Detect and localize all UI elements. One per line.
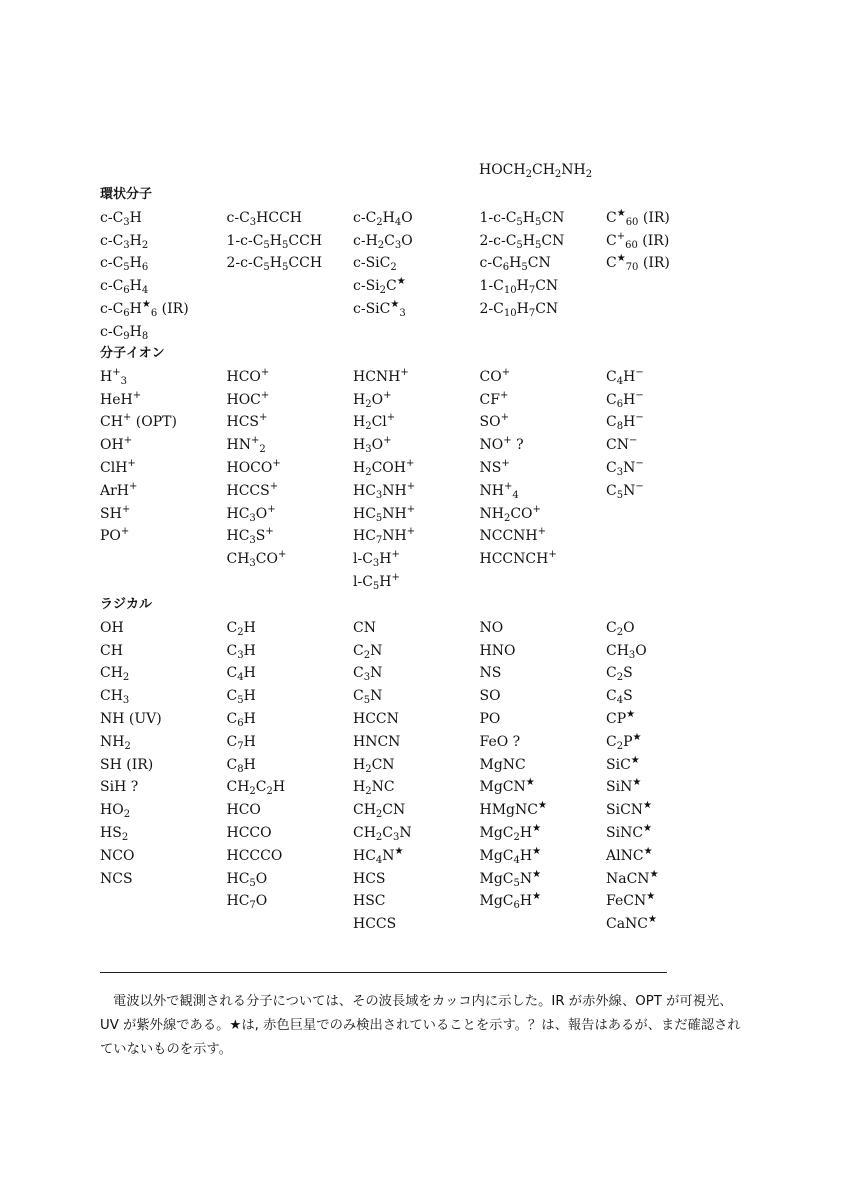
molecule-entry: $C_2S$ bbox=[606, 665, 633, 684]
molecule-entry: $CH_2C_2H$ bbox=[226, 779, 286, 798]
empty-cell bbox=[480, 571, 607, 594]
molecule-entry: CaNC★ bbox=[606, 914, 657, 933]
molecule-entry: HCO bbox=[226, 802, 261, 819]
footnote: 電波以外で観測される分子については、その波長域をカッコ内に示した。IR が赤外線、OPT が可視光、UV が紫外線である。★は, 赤色巨星でのみ検出されていることを示す。？は、報告はあるが、まだ確認されていないものを示す。 bbox=[100, 994, 741, 1057]
molecule-entry: PO+ bbox=[100, 526, 130, 545]
molecule-entry: $H_3O^+$ bbox=[353, 435, 392, 456]
molecule-entry: $HC_4N^★$ bbox=[353, 845, 404, 866]
empty-cell bbox=[227, 913, 354, 936]
molecule-entry: NS+ bbox=[479, 457, 510, 476]
molecule-entry: $C_5H$ bbox=[226, 688, 256, 707]
molecule-entry: $C_7H$ bbox=[226, 733, 256, 752]
molecule-entry: $HC_7NH^+$ bbox=[353, 526, 416, 547]
molecule-entry: $c-C_3HCCH$ bbox=[226, 209, 303, 228]
molecule-entry: $2-c-C_5H_5CN$ bbox=[479, 232, 565, 251]
molecule-entry: $NH_2$ bbox=[100, 733, 131, 752]
molecule-entry: HCCS+ bbox=[226, 480, 279, 499]
molecule-entry: $HC_3O^+$ bbox=[226, 503, 276, 524]
molecule-entry: $1-c-C_5H_5CCH$ bbox=[226, 232, 323, 251]
molecule-entry: HOC+ bbox=[226, 389, 270, 408]
molecule-entry: CH bbox=[100, 642, 123, 659]
molecule-entry: $C_2O$ bbox=[606, 619, 635, 638]
molecule-entry: $C_3N$ bbox=[353, 665, 383, 684]
molecule-entry: $c-C_6H_4$ bbox=[100, 278, 149, 297]
molecule-entry: HCO+ bbox=[226, 366, 270, 385]
section bbox=[100, 343, 733, 594]
empty-cell bbox=[606, 321, 733, 344]
molecule-entry: OH+ bbox=[100, 435, 133, 454]
molecule-entry: HMgNC★ bbox=[479, 800, 547, 819]
molecule-entry: $HC_3S^+$ bbox=[226, 526, 274, 547]
molecule-entry: HeH+ bbox=[100, 389, 142, 408]
molecule-entry: $c-C_3H_2$ bbox=[100, 232, 149, 251]
molecule-entry: HCCO bbox=[226, 824, 272, 841]
molecule-entry: CH+ (OPT) bbox=[100, 412, 177, 431]
molecule-entry: $NH_2CO^+$ bbox=[479, 503, 541, 524]
empty-cell bbox=[606, 275, 733, 298]
empty-cell bbox=[480, 913, 607, 936]
molecule-entry: $c-C_2H_4O$ bbox=[353, 209, 413, 228]
molecule-entry: HNCN bbox=[353, 733, 401, 750]
molecule-entry: OH bbox=[100, 619, 124, 636]
molecule-entry: HSC bbox=[353, 893, 386, 910]
molecule-entry: $C_5N$ bbox=[353, 688, 383, 707]
empty-cell bbox=[100, 571, 227, 594]
empty-cell bbox=[480, 321, 607, 344]
empty-cell bbox=[227, 275, 354, 298]
molecule-entry: FeCN★ bbox=[606, 891, 656, 910]
molecule-entry: $C_2N$ bbox=[353, 642, 383, 661]
molecule-entry: CN bbox=[353, 619, 376, 636]
molecule-entry: SO bbox=[479, 688, 501, 705]
molecule-entry: SH (IR) bbox=[100, 756, 154, 773]
molecule-entry: NH (UV) bbox=[100, 710, 162, 727]
molecule-entry: HCCCO bbox=[226, 847, 283, 864]
molecule-entry: ClH+ bbox=[100, 457, 136, 476]
molecule-entry: $CH_2CN$ bbox=[353, 802, 406, 821]
molecule-entry: $HO_2$ bbox=[100, 802, 131, 821]
molecule-entry: $C^+_{60}$ (IR) bbox=[606, 230, 670, 251]
molecule-entry: SiCN★ bbox=[606, 800, 652, 819]
section-heading: ラジカル bbox=[100, 597, 153, 612]
molecule-entry: NCCNH+ bbox=[479, 526, 547, 545]
empty-cell bbox=[353, 321, 480, 344]
molecule-entry: $HC_5O$ bbox=[226, 870, 268, 889]
molecule-entry: NaCN★ bbox=[606, 868, 659, 887]
molecule-entry: $HS_2$ bbox=[100, 824, 129, 843]
molecule-entry: NCS bbox=[100, 870, 133, 887]
molecule-entry: $c-C_6H^★_6$ (IR) bbox=[100, 298, 189, 319]
molecule-entry: $c-H_2C_3O$ bbox=[353, 232, 413, 251]
molecule-entry: $HC_3NH^+$ bbox=[353, 480, 416, 501]
molecule-entry: SH+ bbox=[100, 503, 131, 522]
molecule-entry: SO+ bbox=[479, 412, 509, 431]
molecule-entry: MgC$_5$N★ bbox=[479, 868, 542, 889]
molecule-entry: $C_2H$ bbox=[226, 619, 256, 638]
molecule-entry: $CH_3O$ bbox=[606, 642, 647, 661]
molecule-entry: MgC$_6$H★ bbox=[479, 891, 542, 912]
molecule-entry: $H_2CN$ bbox=[353, 756, 395, 775]
molecule-entry: $HN^+_2$ bbox=[226, 435, 266, 456]
molecule-entry: $HC_5NH^+$ bbox=[353, 503, 416, 524]
molecule-entry: $c-C_9H_8$ bbox=[100, 323, 149, 342]
molecule-entry: HCCS bbox=[353, 916, 397, 933]
molecule-entry: $c-C_3H$ bbox=[100, 209, 142, 228]
molecule-entry: $2-c-C_5H_5CCH$ bbox=[226, 255, 323, 274]
molecule-entry: $HOCH_2CH_2NH_2$ bbox=[479, 162, 593, 180]
molecule-entry: $l-C_5H^+$ bbox=[353, 571, 400, 592]
empty-cell bbox=[606, 525, 733, 548]
molecule-entry: $C_8H^-$ bbox=[606, 412, 644, 433]
molecule-entry: $C_4S$ bbox=[606, 688, 633, 707]
molecule-entry: $l-C_3H^+$ bbox=[353, 549, 400, 570]
section bbox=[100, 594, 733, 936]
molecule-entry: $CH_3CO^+$ bbox=[226, 549, 287, 570]
empty-cell bbox=[606, 298, 733, 321]
molecule-entry: HCS bbox=[353, 870, 386, 887]
molecule-entry: $c-C_6H_5CN$ bbox=[479, 255, 551, 274]
molecule-entry: MgNC bbox=[479, 756, 526, 773]
molecule-entry: $CH_2C_3N$ bbox=[353, 824, 412, 843]
molecule-entry: $C_6H^-$ bbox=[606, 389, 644, 410]
molecule-entry: $H_2O^+$ bbox=[353, 389, 392, 410]
molecule-grid bbox=[100, 207, 733, 344]
molecule-entry: AlNC★ bbox=[606, 845, 653, 864]
molecule-entry: SiNC★ bbox=[606, 822, 652, 841]
molecule-entry: $c-C_5H_6$ bbox=[100, 255, 149, 274]
molecule-entry: NS bbox=[479, 665, 502, 682]
molecule-entry: MgCN★ bbox=[479, 777, 535, 796]
molecule-entry: HCCN bbox=[353, 710, 399, 727]
empty-cell bbox=[227, 571, 354, 594]
molecule-entry: $C_6H$ bbox=[226, 710, 256, 729]
molecule-entry: c-SiC★$_3$ bbox=[353, 298, 406, 319]
molecule-entry: $NH^+_4$ bbox=[479, 480, 519, 501]
molecule-entry: NO+ ? bbox=[479, 435, 524, 454]
section bbox=[100, 184, 733, 344]
molecule-entry: SiH ? bbox=[100, 779, 139, 796]
molecule-entry: SiN★ bbox=[606, 777, 642, 796]
empty-cell bbox=[100, 890, 227, 913]
molecule-entry: CO+ bbox=[479, 366, 511, 385]
empty-cell bbox=[606, 548, 733, 571]
molecule-entry: $c-Si_2C^★$ bbox=[353, 276, 406, 297]
molecule-entry: CN− bbox=[606, 435, 638, 454]
molecule-entry: NCO bbox=[100, 847, 135, 864]
molecule-entry: $H_2NC$ bbox=[353, 779, 395, 798]
molecule-entry: $2-C_{10}H_7CN$ bbox=[479, 300, 559, 319]
molecule-grid bbox=[100, 366, 733, 594]
molecule-entry: $1-c-C_5H_5CN$ bbox=[479, 209, 565, 228]
empty-cell bbox=[227, 321, 354, 344]
molecule-entry: $CH_2$ bbox=[100, 665, 130, 684]
molecule-entry: $CH_3$ bbox=[100, 688, 130, 707]
molecule-entry: CF+ bbox=[479, 389, 509, 408]
molecule-entry: $C_8H$ bbox=[226, 756, 256, 775]
molecule-entry: $C_2P^★$ bbox=[606, 731, 642, 752]
molecule-entry: HCS+ bbox=[226, 412, 268, 431]
molecule-entry: NO bbox=[479, 619, 504, 636]
molecule-entry: $H^+_3$ bbox=[100, 366, 127, 387]
molecule-entry: $C_5N^-$ bbox=[606, 480, 644, 501]
empty-cell bbox=[227, 298, 354, 321]
molecule-entry: $C_4H^-$ bbox=[606, 366, 644, 387]
empty-cell bbox=[100, 913, 227, 936]
molecule-entry: $C_3H$ bbox=[226, 642, 256, 661]
molecule-entry: HOCO+ bbox=[226, 457, 281, 476]
molecule-entry: $C_3N^-$ bbox=[606, 457, 644, 478]
molecule-entry: $1-C_{10}H_7CN$ bbox=[479, 278, 559, 297]
molecule-entry: SiC★ bbox=[606, 754, 640, 773]
empty-cell bbox=[606, 503, 733, 526]
section-heading: 分子イオン bbox=[100, 346, 165, 361]
molecule-entry: $C^★_{70}$ (IR) bbox=[606, 253, 670, 274]
molecule-entry: $C^★_{60}$ (IR) bbox=[606, 207, 670, 228]
molecule-entry: $C_4H$ bbox=[226, 665, 256, 684]
molecule-entry: FeO ? bbox=[479, 733, 521, 750]
molecule-entry: ArH+ bbox=[100, 480, 138, 499]
section-heading: 環状分子 bbox=[100, 187, 153, 202]
molecule-entry: PO bbox=[479, 710, 501, 727]
molecule-entry: $HC_7O$ bbox=[226, 893, 268, 912]
molecule-entry: HCNH+ bbox=[353, 366, 409, 385]
molecule-entry: $H_2COH^+$ bbox=[353, 457, 415, 478]
footnote-rule bbox=[100, 972, 667, 973]
molecule-entry: CP★ bbox=[606, 708, 636, 727]
empty-cell bbox=[100, 548, 227, 571]
empty-cell bbox=[606, 571, 733, 594]
molecule-entry: HNO bbox=[479, 642, 516, 659]
molecule-entry: HCCNCH+ bbox=[479, 549, 557, 568]
molecule-entry: MgC$_4$H★ bbox=[479, 845, 542, 866]
molecule-grid bbox=[100, 617, 733, 936]
molecule-entry: c-SiC$_2$ bbox=[353, 255, 397, 274]
molecule-entry: $H_2Cl^+$ bbox=[353, 412, 396, 433]
molecule-entry: MgC$_2$H★ bbox=[479, 822, 542, 843]
